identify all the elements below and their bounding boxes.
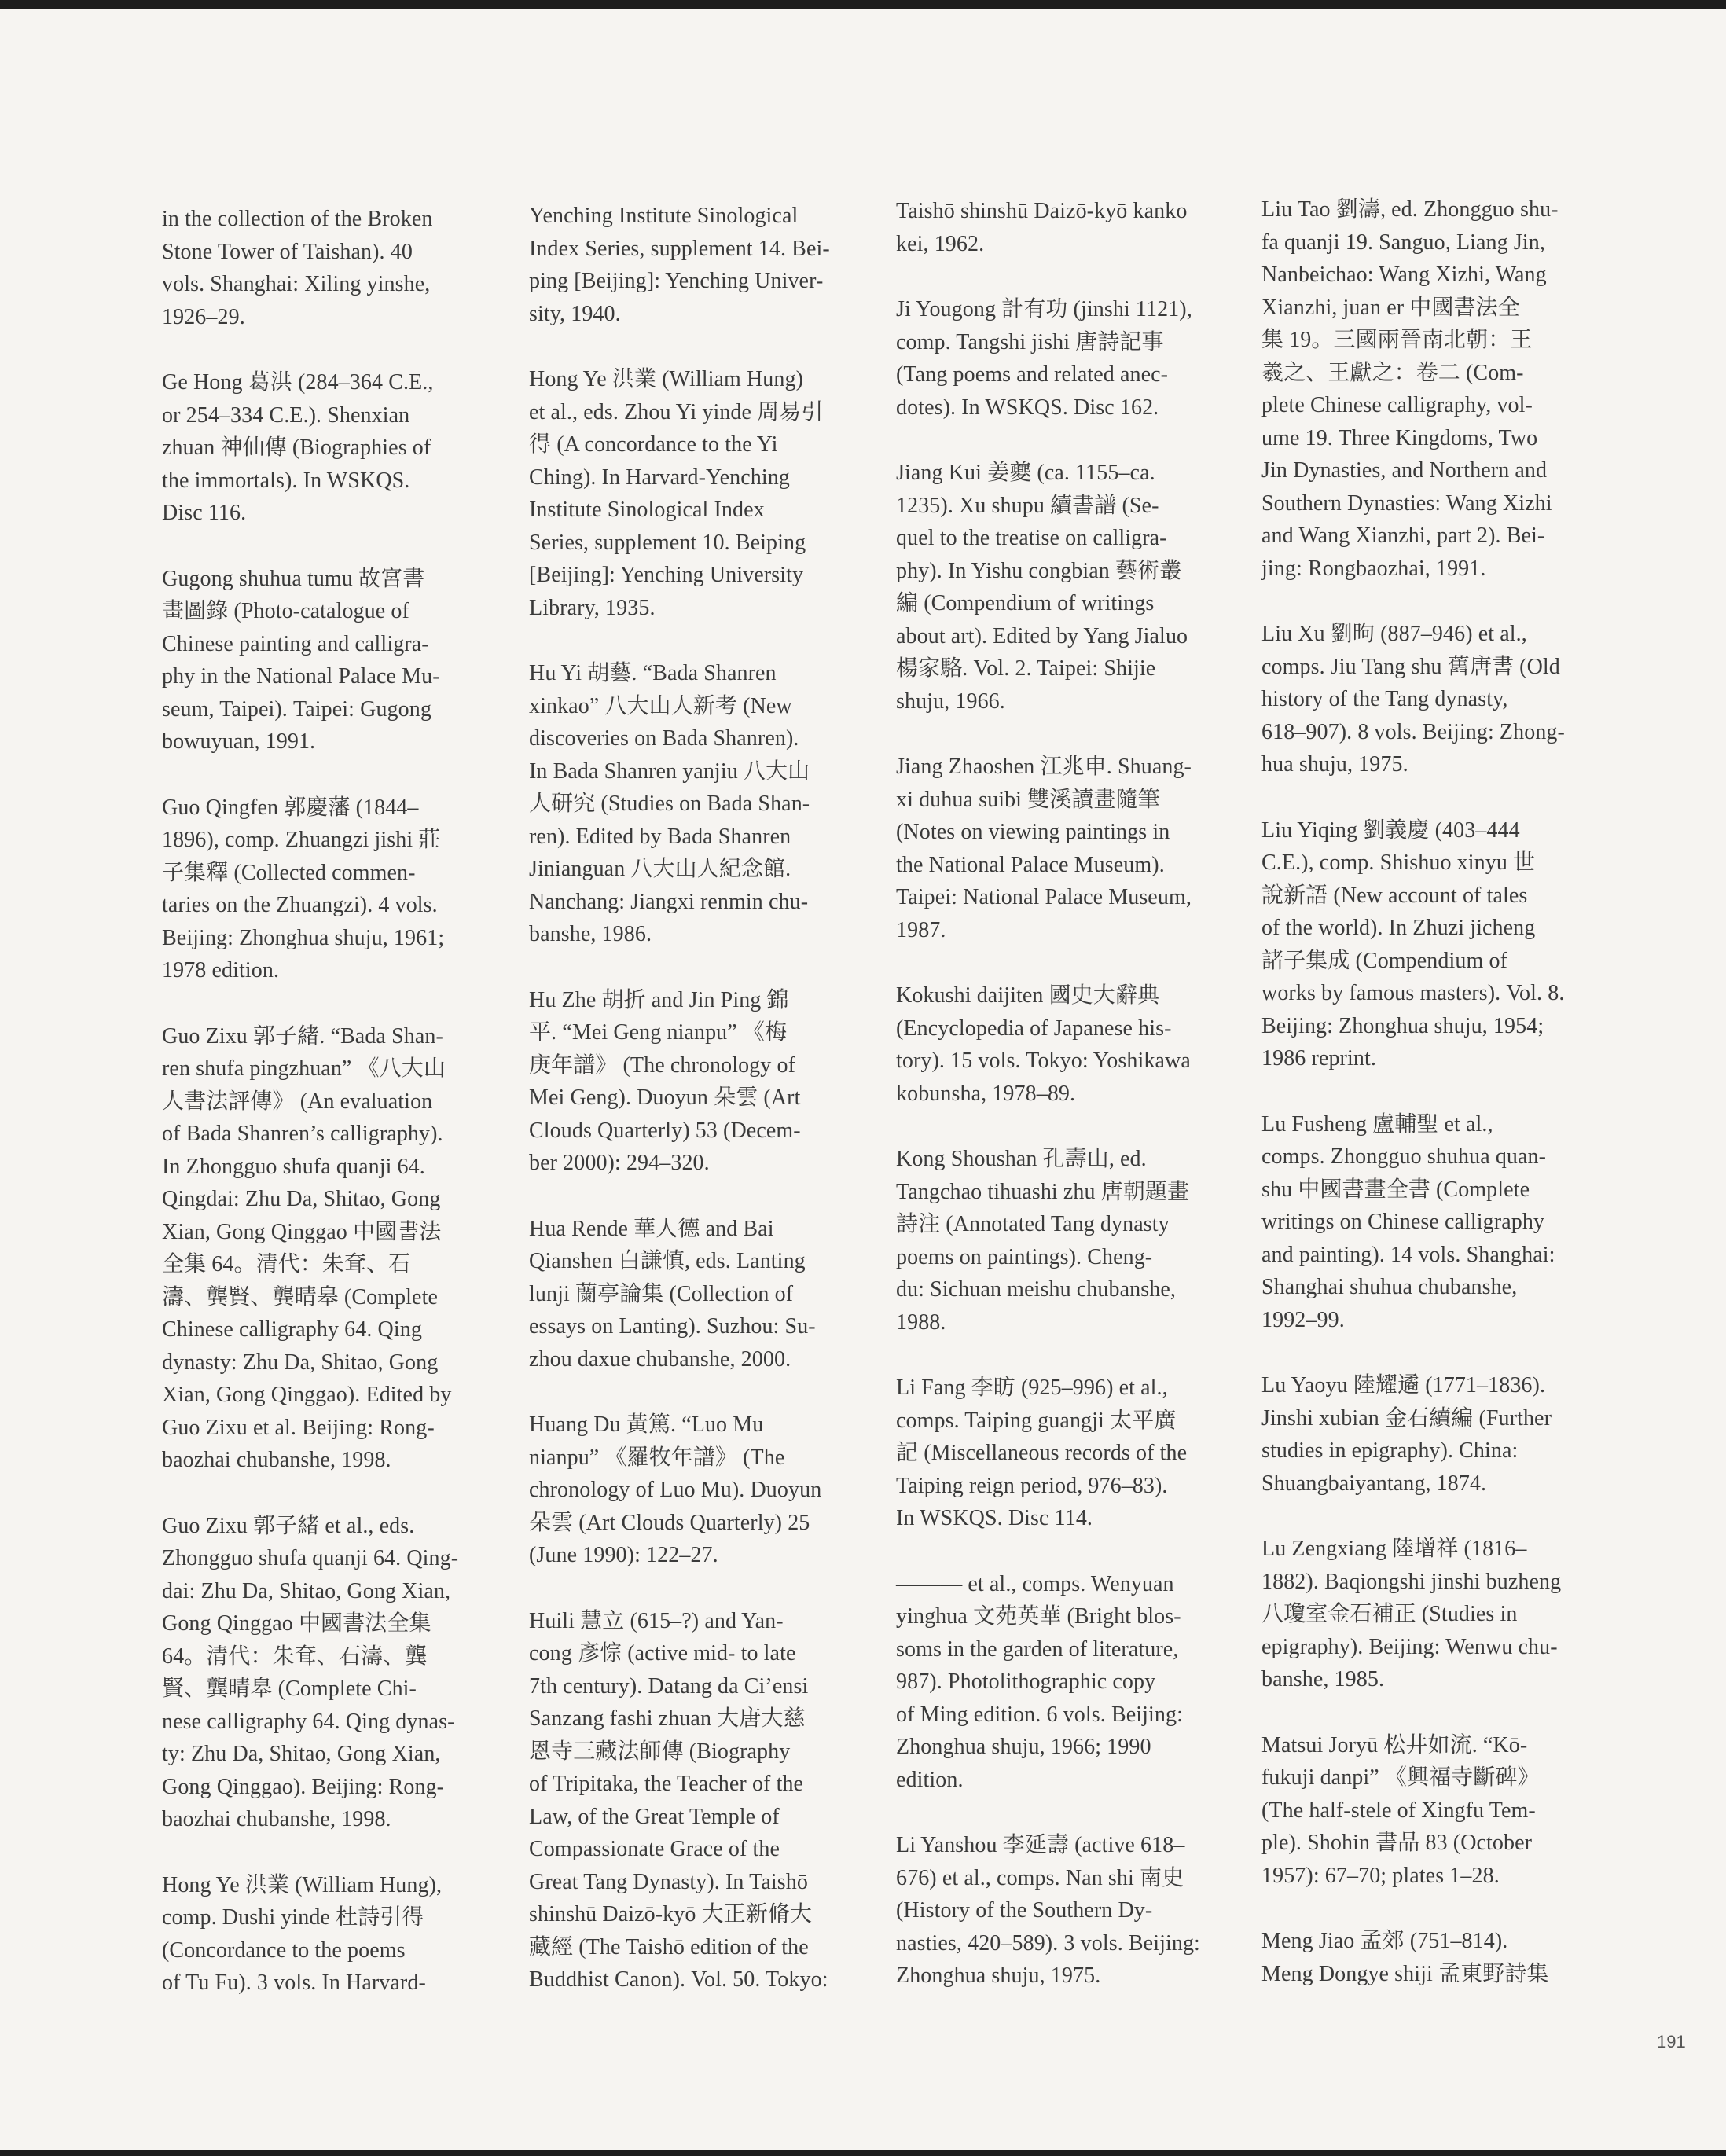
bibliography-column-3	[896, 195, 1226, 2026]
bibliography-entry: Gugong shuhua tumu 故宮書 畫圖錄 (Photo-catalogue of Chinese painting and calligra- phy in the National Palace Mu- seum, Taipei). Taipei: Gugong bowuyuan, 1991.	[162, 566, 440, 754]
bibliography-entry: Huang Du 黃篤. “Luo Mu nianpu” 《羅牧年譜》 (The chronology of Luo Mu). Duoyun 朵雲 (Art Clouds Quarterly) 25 (June 1990): 122–27.	[529, 1412, 822, 1567]
bibliography-entry: in the collection of the Broken Stone Tower of Taishan). 40 vols. Shanghai: Xiling yinshe, 1926–29.	[162, 207, 433, 329]
bibliography-entry: Huili 慧立 (615–?) and Yan- cong 彥悰 (active mid- to late 7th century). Datang da Ci’ensi Sanzang fashi zhuan 大唐大慈 恩寺三藏法師傳 (Biography of Tripitaka, the Teacher of the Law, of the Great Temple of Compassionate Grace of the Great Tang Dynasty). In Taishō shinshū Daizō-kyō 大正新脩大 藏經 (The Taishō edition of the Buddhist Canon). Vol. 50. Tokyo:	[529, 1608, 828, 1992]
bibliography-entry: Taishō shinshū Daizō-kyō kanko kei, 1962.	[896, 199, 1188, 256]
bibliography-entry: Ji Yougong 計有功 (jinshi 1121), comp. Tangshi jishi 唐詩記事 (Tang poems and related anec- dotes). In WSKQS. Disc 162.	[896, 297, 1192, 420]
bibliography-entry: Guo Qingfen 郭慶藩 (1844– 1896), comp. Zhuangzi jishi 莊 子集釋 (Collected commen- taries on the Zhuangzi). 4 vols. Beijing: Zhonghua shuju, 1961; 1978 edition.	[162, 795, 445, 983]
bibliography-entry: Liu Xu 劉昫 (887–946) et al., comps. Jiu Tang shu 舊唐書 (Old history of the Tang dynasty, 618–907). 8 vols. Beijing: Zhong- hua shuju, 1975.	[1261, 622, 1565, 777]
bibliography-entry: Li Fang 李昉 (925–996) et al., comps. Taiping guangji 太平廣 記 (Miscellaneous records of the Taiping reign period, 976–83). In WSKQS. Disc 114.	[896, 1376, 1188, 1530]
bibliography-entry: Matsui Joryū 松井如流. “Kō- fukuji danpi” 《興福寺斷碑》 (The half-stele of Xingfu Tem- ple). Shohin 書品 83 (October 1957): 67–70; plates 1–28.	[1261, 1732, 1540, 1888]
bibliography-entry: Lu Yaoyu 陸耀遹 (1771–1836). Jinshi xubian 金石續編 (Further studies in epigraphy). China: Shuangbaiyantang, 1874.	[1261, 1373, 1552, 1496]
bibliography-entry: Hong Ye 洪業 (William Hung), comp. Dushi yinde 杜詩引得 (Concordance to the poems of Tu Fu). 3 vols. In Harvard-	[162, 1872, 443, 1995]
bibliography-entry: Lu Zengxiang 陸增祥 (1816– 1882). Baqiongshi jinshi buzheng 八瓊室金石補正 (Studies in epigraphy). Beijing: Wenwu chu- banshe, 1985.	[1261, 1537, 1562, 1691]
scan-top-edge	[0, 0, 1726, 9]
scan-bottom-edge	[0, 2150, 1726, 2156]
page-number: 191	[1657, 2032, 1686, 2051]
bibliography-entry: Kokushi daijiten 國史大辭典 (Encyclopedia of Japanese his- tory). 15 vols. Tokyo: Yoshikawa kobunsha, 1978–89.	[896, 983, 1191, 1106]
bibliography-entry: Lu Fusheng 盧輔聖 et al., comps. Zhongguo shuhua quan- shu 中國書畫全書 (Complete writings on Chinese calligraphy and painting). 14 vols. Shanghai: Shanghai shuhua chubanshe, 1992–99.	[1261, 1111, 1555, 1332]
bibliography-entry: Jiang Zhaoshen 江兆申. Shuang- xi duhua suibi 雙溪讀畫隨筆 (Notes on viewing paintings in the National Palace Museum). Taipei: National Palace Museum, 1987.	[896, 755, 1192, 942]
bibliography-entry: Guo Zixu 郭子緒 et al., eds. Zhongguo shufa quanji 64. Qing- dai: Zhu Da, Shitao, Gong Xian, Gong Qinggao 中國書法全集 64。清代：朱耷、石濤、龔 賢、龔晴皋 (Complete Chi- nese calligraphy 64. Qing dynas- ty: Zhu Da, Shitao, Gong Xian, Gong Qinggao). Beijing: Rong- baozhai chubanshe, 1998.	[162, 1513, 459, 1831]
bibliography-entry: Liu Yiqing 劉義慶 (403–444 C.E.), comp. Shishuo xinyu 世 說新語 (New account of tales of the world). In Zhuzi jicheng 諸子集成 (Compendium of works by famous masters). Vol. 8. Beijing: Zhonghua shuju, 1954; 1986 reprint.	[1261, 817, 1565, 1071]
bibliography-column-1	[162, 203, 492, 2033]
bibliography-column-4	[1261, 193, 1592, 2023]
bibliography-entry: Hu Yi 胡藝. “Bada Shanren xinkao” 八大山人新考 (New discoveries on Bada Shanren). In Bada Shanren yanjiu 八大山 人研究 (Studies on Bada Shan- ren). Edited by Bada Shanren Jinianguan 八大山人紀念館. Nanchang: Jiangxi renmin chu- banshe, 1986.	[529, 661, 810, 946]
bibliography-entry: Ge Hong 葛洪 (284–364 C.E., or 254–334 C.E.). Shenxian zhuan 神仙傳 (Biographies of the immortals). In WSKQS. Disc 116.	[162, 370, 434, 525]
bibliography-entry: Yenching Institute Sinological Index Series, supplement 14. Bei- ping [Beijing]: Yenching Univer- sity, 1940.	[529, 204, 830, 326]
bibliography-column-2	[529, 200, 859, 2029]
bibliography-entry: Hua Rende 華人德 and Bai Qianshen 白謙慎, eds. Lanting lunji 蘭亭論集 (Collection of essays on Lanting). Suzhou: Su- zhou daxue chubanshe, 2000.	[529, 1216, 816, 1372]
bibliography-entry: Guo Zixu 郭子緒. “Bada Shan- ren shufa pingzhuan” 《八大山 人書法評傳》 (An evaluation of Bada Shanren’s calligraphy). In Zhongguo shufa quanji 64. Qingdai: Zhu Da, Shitao, Gong Xian, Gong Qinggao 中國書法 全集 64。清代：朱耷、石 濤、龔賢、龔晴皋 (Complete Chinese calligraphy 64. Qing dynasty: Zhu Da, Shitao, Gong Xian, Gong Qinggao). Edited by Guo Zixu et al. Beijing: Rong- baozhai chubanshe, 1998.	[162, 1023, 452, 1472]
bibliography-entry: Li Yanshou 李延壽 (active 618– 676) et al., comps. Nan shi 南史 (History of the Southern Dy- nasties, 420–589). 3 vols. Beijing: Zhonghua shuju, 1975.	[896, 1833, 1200, 1988]
bibliography-entry: ——— et al., comps. Wenyuan yinghua 文苑英華 (Bright blos- soms in the garden of literature, 987). Photolithographic copy of Ming edition. 6 vols. Beijing: Zhonghua shuju, 1966; 1990 edition.	[896, 1571, 1183, 1792]
bibliography-entry: Meng Jiao 孟郊 (751–814). Meng Dongye shiji 孟東野詩集	[1261, 1929, 1549, 1986]
bibliography-entry: Hu Zhe 胡折 and Jin Ping 錦 平. “Mei Geng nianpu” 《梅 庚年譜》 (The chronology of Mei Geng). Duoyun 朵雲 (Art Clouds Quarterly) 53 (Decem- ber 2000): 294–320.	[529, 987, 801, 1175]
bibliography-entry: Kong Shoushan 孔壽山, ed. Tangchao tihuashi zhu 唐朝題畫 詩注 (Annotated Tang dynasty poems on paintings). Cheng- du: Sichuan meishu chubanshe, 1988.	[896, 1147, 1190, 1335]
bibliography-entry: Jiang Kui 姜夔 (ca. 1155–ca. 1235). Xu shupu 續書譜 (Se- quel to the treatise on calligra- phy). In Yishu congbian 藝術叢 編 (Compendium of writings about art). Edited by Yang Jialuo 楊家駱. Vol. 2. Taipei: Shijie shuju, 1966.	[896, 461, 1188, 714]
bibliography-entry: Liu Tao 劉濤, ed. Zhongguo shu- fa quanji 19. Sanguo, Liang Jin, Nanbeichao: Wang Xizhi, Wang Xianzhi, juan er 中國書法全 集 19。三國兩晉南北朝：王 羲之、王獻之：卷二 (Com- plete Chinese calligraphy, vol- ume 19. Three Kingdoms, Two Jin Dynasties, and Northern and Southern Dynasties: Wang Xizhi and Wang Xianzhi, part 2). Bei- jing: Rongbaozhai, 1991.	[1261, 197, 1559, 581]
bibliography-entry: Hong Ye 洪業 (William Hung) et al., eds. Zhou Yi yinde 周易引 得 (A concordance to the Yi Ching). In Harvard-Yenching Institute Sinological Index Series, supplement 10. Beiping [Beijing]: Yenching University Library, 1935.	[529, 367, 824, 620]
